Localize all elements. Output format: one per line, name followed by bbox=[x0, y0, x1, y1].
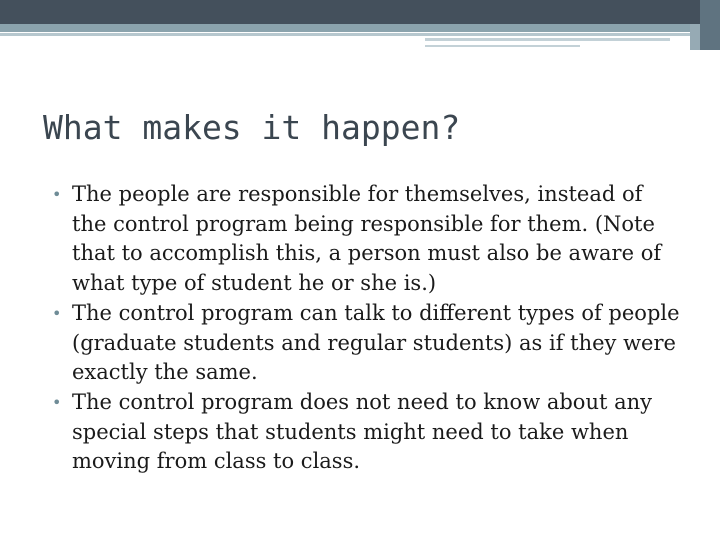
bullet-text: The control program can talk to different types of people (graduate students and regular students) as if they were exactly the same. bbox=[72, 300, 680, 385]
bullet-icon: • bbox=[52, 392, 62, 412]
bullet-icon: • bbox=[52, 303, 62, 323]
bullet-list bbox=[52, 180, 682, 477]
header-corner-block bbox=[700, 0, 720, 50]
header-rule bbox=[0, 33, 720, 36]
header-bar-teal bbox=[0, 24, 720, 32]
bullet-item bbox=[52, 299, 682, 388]
header-accent-rule-short bbox=[425, 45, 580, 47]
slide-title: What makes it happen? bbox=[43, 108, 461, 147]
header-bar-dark bbox=[0, 0, 720, 24]
bullet-text: The people are responsible for themselves, instead of the control program being responsible for them. (Note that to accomplish this, a person must also be aware of what type of student he or she is.) bbox=[72, 182, 662, 296]
bullet-item bbox=[52, 388, 682, 477]
header-accent-rule bbox=[425, 38, 670, 41]
bullet-icon: • bbox=[52, 185, 62, 204]
bullet-item bbox=[52, 180, 682, 299]
header-corner-block-light bbox=[690, 24, 700, 50]
bullet-text: The control program does not need to know about any special steps that students might need to take when moving from class to class. bbox=[72, 389, 652, 474]
